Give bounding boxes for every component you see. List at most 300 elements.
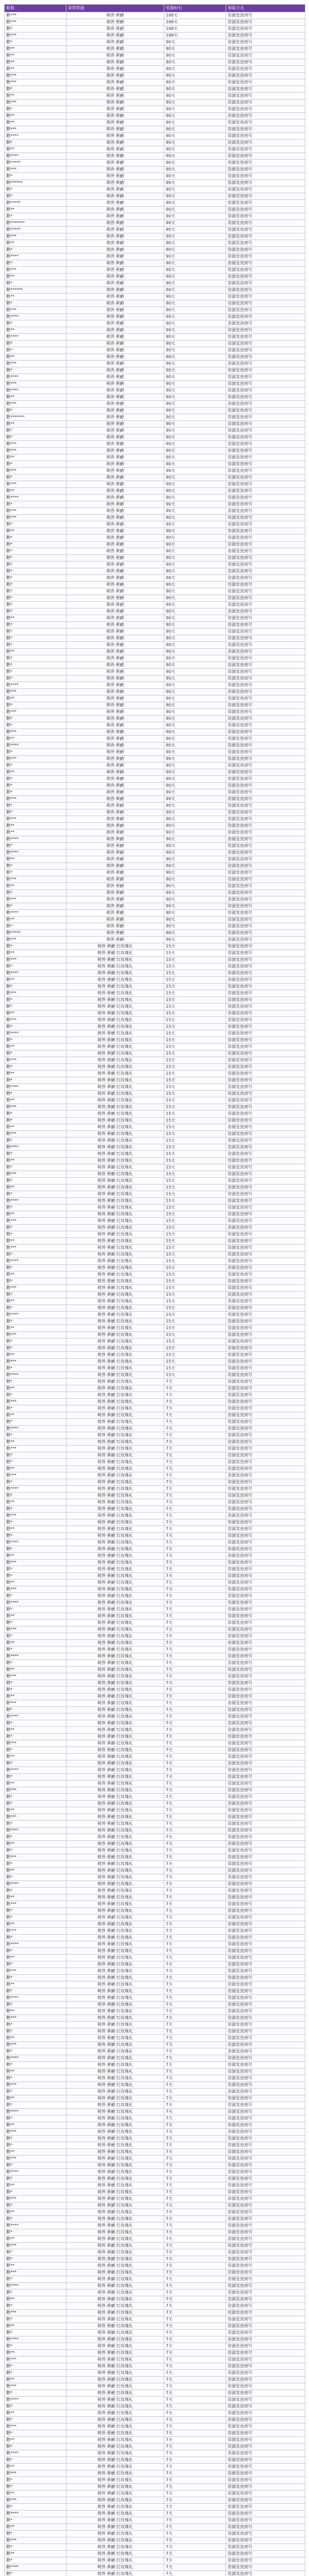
cell-nickname: 鹅**	[5, 1352, 66, 1359]
table-row	[5, 1914, 305, 1921]
cell-reward: 萌兽·黄鹂 红玫瑰礼	[66, 2042, 164, 2048]
cell-reward: 萌兽·黄鹂	[66, 113, 164, 120]
cell-duration: 15天	[164, 1211, 226, 1218]
cell-method: 资源发放到号	[226, 19, 305, 26]
cell-nickname: 鹅****	[5, 970, 66, 977]
cell-nickname: 鹅***	[5, 990, 66, 997]
cell-nickname: 鹅***	[5, 307, 66, 314]
cell-reward: 萌兽·黄鹂	[66, 890, 164, 896]
cell-reward: 萌兽·黄鹂 红玫瑰礼	[66, 2303, 164, 2310]
cell-duration: 7天	[164, 1821, 226, 1827]
cell-duration: 7天	[164, 1506, 226, 1513]
cell-nickname: 鹅*	[5, 2089, 66, 2095]
table-row	[5, 1988, 305, 1995]
cell-duration: 7天	[164, 1928, 226, 1935]
cell-nickname: 鹅**	[5, 1071, 66, 1077]
cell-nickname: 鹅***	[5, 73, 66, 79]
cell-method: 资源发放到号	[226, 287, 305, 294]
cell-reward: 萌兽·黄鹂 红玫瑰礼	[66, 1707, 164, 1714]
table-row	[5, 2417, 305, 2424]
table-row	[5, 709, 305, 716]
cell-reward: 萌兽·黄鹂 红玫瑰礼	[66, 2075, 164, 2082]
cell-nickname: 鹅****	[5, 2283, 66, 2290]
cell-duration: 90天	[164, 166, 226, 173]
cell-duration: 7天	[164, 1459, 226, 1466]
cell-duration: 15天	[164, 1312, 226, 1318]
cell-nickname: 鹅*	[5, 341, 66, 347]
table-row	[5, 1104, 305, 1111]
table-row	[5, 1700, 305, 1707]
table-row	[5, 2557, 305, 2564]
cell-duration: 7天	[164, 1881, 226, 1888]
cell-reward: 萌兽·黄鹂 红玫瑰礼	[66, 1901, 164, 1908]
cell-nickname: 鹅*	[5, 434, 66, 441]
cell-nickname: 鹅*	[5, 213, 66, 220]
cell-nickname: 鹅***	[5, 2156, 66, 2162]
cell-method: 资源发放到号	[226, 977, 305, 984]
cell-reward: 萌兽·黄鹂 红玫瑰礼	[66, 1921, 164, 1928]
cell-method: 资源发放到号	[226, 1961, 305, 1968]
cell-reward: 萌兽·黄鹂 红玫瑰礼	[66, 2517, 164, 2524]
cell-duration: 90天	[164, 816, 226, 823]
cell-reward: 萌兽·黄鹂 红玫瑰礼	[66, 1760, 164, 1767]
table-row	[5, 381, 305, 387]
table-row	[5, 1405, 305, 1412]
table-row	[5, 53, 305, 59]
cell-method: 资源发放到号	[226, 1024, 305, 1030]
cell-duration: 15天	[164, 943, 226, 950]
cell-nickname: 鹅***	[5, 99, 66, 106]
cell-method: 资源发放到号	[226, 327, 305, 334]
table-row	[5, 696, 305, 702]
cell-nickname: 鹅***	[5, 729, 66, 736]
table-row	[5, 1961, 305, 1968]
cell-nickname: 鹅*	[5, 1231, 66, 1238]
cell-nickname: 鹅****	[5, 2336, 66, 2343]
cell-reward: 萌兽·黄鹂 红玫瑰礼	[66, 1338, 164, 1345]
cell-reward: 萌兽·黄鹂 红玫瑰礼	[66, 2551, 164, 2557]
cell-duration: 90天	[164, 106, 226, 113]
cell-nickname: 鹅***	[5, 12, 66, 19]
cell-duration: 7天	[164, 2303, 226, 2310]
table-row	[5, 2129, 305, 2136]
cell-nickname: 鹅*	[5, 2517, 66, 2524]
table-row	[5, 923, 305, 930]
cell-reward: 萌兽·黄鹂 红玫瑰礼	[66, 1037, 164, 1044]
cell-nickname: 鹅***	[5, 32, 66, 39]
cell-duration: 7天	[164, 1499, 226, 1506]
table-row	[5, 1124, 305, 1131]
cell-duration: 7天	[164, 1827, 226, 1834]
cell-nickname: 鹅****	[5, 1539, 66, 1546]
cell-nickname: 鹅*	[5, 39, 66, 46]
cell-method: 资源发放到号	[226, 1205, 305, 1211]
table-row	[5, 2444, 305, 2450]
table-row	[5, 1600, 305, 1606]
cell-nickname: 鹅**	[5, 66, 66, 73]
cell-reward: 萌兽·黄鹂 红玫瑰礼	[66, 1278, 164, 1285]
cell-nickname: 鹅*	[5, 1151, 66, 1158]
cell-reward: 萌兽·黄鹂 红玫瑰礼	[66, 1097, 164, 1104]
cell-method: 资源发放到号	[226, 829, 305, 836]
cell-nickname: 鹅*****	[5, 227, 66, 233]
cell-nickname: 鹅*	[5, 2557, 66, 2564]
cell-reward: 萌兽·黄鹂 红玫瑰礼	[66, 2410, 164, 2417]
cell-nickname: 鹅**	[5, 2551, 66, 2557]
cell-method: 资源发放到号	[226, 1941, 305, 1948]
cell-duration: 15天	[164, 1298, 226, 1305]
table-row	[5, 850, 305, 856]
cell-nickname: 鹅*	[5, 2290, 66, 2296]
cell-nickname: 鹅**	[5, 1981, 66, 1988]
cell-reward: 萌兽·黄鹂 红玫瑰礼	[66, 2450, 164, 2457]
cell-reward: 萌兽·黄鹂 红玫瑰礼	[66, 1787, 164, 1794]
cell-nickname: 鹅*	[5, 106, 66, 113]
cell-reward: 萌兽·黄鹂	[66, 856, 164, 863]
table-row	[5, 1493, 305, 1499]
cell-nickname: 鹅***	[5, 2196, 66, 2202]
cell-method: 资源发放到号	[226, 1071, 305, 1077]
cell-reward: 萌兽·黄鹂	[66, 582, 164, 588]
cell-method: 资源发放到号	[226, 521, 305, 528]
table-row	[5, 1432, 305, 1439]
cell-method: 资源发放到号	[226, 2142, 305, 2149]
cell-reward: 萌兽·黄鹂 红玫瑰礼	[66, 2149, 164, 2156]
table-row	[5, 2136, 305, 2142]
cell-duration: 7天	[164, 1613, 226, 1620]
cell-reward: 萌兽·黄鹂 红玫瑰礼	[66, 2129, 164, 2136]
cell-method: 资源发放到号	[226, 2490, 305, 2497]
cell-nickname: 鹅**	[5, 1727, 66, 1734]
table-row	[5, 2156, 305, 2162]
cell-duration: 90天	[164, 642, 226, 649]
cell-nickname: 鹅***	[5, 515, 66, 521]
cell-method: 资源发放到号	[226, 716, 305, 722]
cell-reward: 萌兽·黄鹂 红玫瑰礼	[66, 1673, 164, 1680]
cell-method: 资源发放到号	[226, 2269, 305, 2276]
cell-nickname: 鹅**	[5, 421, 66, 428]
cell-duration: 15天	[164, 1265, 226, 1272]
cell-duration: 90天	[164, 535, 226, 541]
cell-nickname: 鹅*	[5, 1546, 66, 1553]
table-row	[5, 1486, 305, 1493]
cell-nickname: 鹅**	[5, 53, 66, 59]
cell-duration: 15天	[164, 1104, 226, 1111]
cell-nickname: 鹅*	[5, 863, 66, 870]
cell-duration: 7天	[164, 1734, 226, 1740]
cell-method: 资源发放到号	[226, 1620, 305, 1626]
cell-duration: 7天	[164, 2276, 226, 2283]
cell-method: 资源发放到号	[226, 2417, 305, 2424]
cell-method: 资源发放到号	[226, 796, 305, 803]
cell-duration: 7天	[164, 1660, 226, 1667]
cell-nickname: 鹅***	[5, 1626, 66, 1633]
cell-reward: 萌兽·黄鹂 红玫瑰礼	[66, 1640, 164, 1647]
table-row	[5, 367, 305, 374]
cell-nickname: 鹅**	[5, 2008, 66, 2015]
cell-nickname: 鹅****	[5, 910, 66, 917]
cell-reward: 萌兽·黄鹂 红玫瑰礼	[66, 2457, 164, 2464]
cell-nickname: 鹅*	[5, 2403, 66, 2410]
cell-reward: 萌兽·黄鹂	[66, 441, 164, 448]
cell-duration: 7天	[164, 2571, 226, 2576]
cell-reward: 萌兽·黄鹂	[66, 361, 164, 367]
cell-nickname: 鹅*	[5, 2229, 66, 2236]
cell-reward: 萌兽·黄鹂	[66, 387, 164, 394]
cell-duration: 7天	[164, 2323, 226, 2330]
cell-nickname: 鹅***	[5, 481, 66, 488]
table-row	[5, 1774, 305, 1781]
cell-duration: 90天	[164, 488, 226, 495]
cell-duration: 7天	[164, 2269, 226, 2276]
cell-nickname: 鹅*	[5, 1747, 66, 1754]
cell-nickname: 鹅*	[5, 2176, 66, 2182]
cell-reward: 萌兽·黄鹂	[66, 133, 164, 140]
cell-duration: 15天	[164, 1205, 226, 1211]
cell-method: 资源发放到号	[226, 2169, 305, 2176]
cell-duration: 90天	[164, 140, 226, 146]
cell-duration: 7天	[164, 2156, 226, 2162]
cell-duration: 90天	[164, 541, 226, 548]
cell-method: 资源发放到号	[226, 113, 305, 120]
cell-nickname: 鹅*	[5, 2316, 66, 2323]
cell-method: 资源发放到号	[226, 2511, 305, 2517]
cell-method: 资源发放到号	[226, 2022, 305, 2028]
cell-duration: 15天	[164, 1318, 226, 1325]
cell-duration: 7天	[164, 2457, 226, 2464]
cell-reward: 萌兽·黄鹂	[66, 240, 164, 247]
cell-reward: 萌兽·黄鹂	[66, 247, 164, 253]
cell-method: 资源发放到号	[226, 950, 305, 957]
cell-method: 资源发放到号	[226, 387, 305, 394]
cell-nickname: 鹅****	[5, 374, 66, 381]
cell-reward: 萌兽·黄鹂 红玫瑰礼	[66, 2383, 164, 2390]
cell-reward: 萌兽·黄鹂 红玫瑰礼	[66, 1218, 164, 1225]
table-row	[5, 2377, 305, 2383]
cell-method: 资源发放到号	[226, 2470, 305, 2477]
table-row	[5, 1164, 305, 1171]
cell-duration: 90天	[164, 233, 226, 240]
cell-nickname: 鹅*	[5, 622, 66, 629]
cell-reward: 萌兽·黄鹂 红玫瑰礼	[66, 1412, 164, 1419]
table-row	[5, 722, 305, 729]
cell-nickname: 鹅***	[5, 2537, 66, 2544]
cell-duration: 7天	[164, 2028, 226, 2035]
cell-reward: 萌兽·黄鹂 红玫瑰礼	[66, 1613, 164, 1620]
table-row	[5, 2142, 305, 2149]
cell-reward: 萌兽·黄鹂	[66, 615, 164, 622]
cell-method: 资源发放到号	[226, 1760, 305, 1767]
cell-reward: 萌兽·黄鹂	[66, 836, 164, 843]
table-row	[5, 267, 305, 274]
table-row	[5, 113, 305, 120]
cell-method: 资源发放到号	[226, 1935, 305, 1941]
table-row	[5, 1265, 305, 1272]
table-row	[5, 2504, 305, 2511]
cell-reward: 萌兽·黄鹂	[66, 481, 164, 488]
cell-duration: 90天	[164, 629, 226, 635]
table-row	[5, 1245, 305, 1251]
cell-reward: 萌兽·黄鹂 红玫瑰礼	[66, 2156, 164, 2162]
cell-reward: 萌兽·黄鹂	[66, 736, 164, 742]
table-row	[5, 300, 305, 307]
table-header	[5, 5, 305, 12]
cell-reward: 萌兽·黄鹂 红玫瑰礼	[66, 1620, 164, 1626]
cell-reward: 萌兽·黄鹂 红玫瑰礼	[66, 1104, 164, 1111]
cell-nickname: 鹅*	[5, 843, 66, 850]
cell-reward: 萌兽·黄鹂	[66, 575, 164, 582]
cell-reward: 萌兽·黄鹂 红玫瑰礼	[66, 1131, 164, 1138]
cell-method: 资源发放到号	[226, 742, 305, 749]
table-row	[5, 213, 305, 220]
cell-duration: 15天	[164, 990, 226, 997]
table-row	[5, 2477, 305, 2484]
cell-duration: 7天	[164, 2229, 226, 2236]
cell-duration: 90天	[164, 126, 226, 133]
cell-reward: 萌兽·黄鹂 红玫瑰礼	[66, 2115, 164, 2122]
cell-reward: 萌兽·黄鹂 红玫瑰礼	[66, 1794, 164, 1801]
cell-duration: 168天	[164, 19, 226, 26]
cell-duration: 7天	[164, 1580, 226, 1586]
cell-nickname: 鹅*******	[5, 220, 66, 227]
cell-nickname: 鹅***	[5, 2357, 66, 2363]
cell-duration: 15天	[164, 1097, 226, 1104]
header-nickname: 昵称	[5, 5, 66, 12]
cell-nickname: 鹅*	[5, 963, 66, 970]
cell-method: 资源发放到号	[226, 1258, 305, 1265]
cell-reward: 萌兽·黄鹂 红玫瑰礼	[66, 2330, 164, 2336]
cell-reward: 萌兽·黄鹂 红玫瑰礼	[66, 2015, 164, 2022]
cell-nickname: 鹅****	[5, 2169, 66, 2176]
cell-reward: 萌兽·黄鹂 红玫瑰礼	[66, 1553, 164, 1560]
cell-nickname: 鹅**	[5, 1385, 66, 1392]
cell-duration: 90天	[164, 803, 226, 809]
cell-nickname: 鹅*	[5, 2216, 66, 2223]
table-row	[5, 635, 305, 642]
cell-duration: 90天	[164, 856, 226, 863]
table-row	[5, 1841, 305, 1848]
table-row	[5, 307, 305, 314]
cell-nickname: 鹅****	[5, 1881, 66, 1888]
cell-method: 资源发放到号	[226, 314, 305, 320]
cell-duration: 90天	[164, 555, 226, 562]
table-row	[5, 1251, 305, 1258]
cell-method: 资源发放到号	[226, 46, 305, 53]
cell-nickname: 鹅**	[5, 2437, 66, 2444]
cell-duration: 7天	[164, 1988, 226, 1995]
cell-reward: 萌兽·黄鹂 红玫瑰礼	[66, 1158, 164, 1164]
cell-duration: 7天	[164, 2216, 226, 2223]
cell-method: 资源发放到号	[226, 454, 305, 461]
cell-duration: 90天	[164, 120, 226, 126]
cell-reward: 萌兽·黄鹂 红玫瑰礼	[66, 2477, 164, 2484]
cell-duration: 7天	[164, 1995, 226, 2002]
cell-method: 资源发放到号	[226, 1881, 305, 1888]
cell-reward: 萌兽·黄鹂	[66, 602, 164, 608]
cell-nickname: 鹅*	[5, 608, 66, 615]
cell-duration: 7天	[164, 1399, 226, 1405]
cell-method: 资源发放到号	[226, 1680, 305, 1687]
cell-method: 资源发放到号	[226, 1901, 305, 1908]
cell-nickname: 鹅**	[5, 1667, 66, 1673]
cell-method: 资源发放到号	[226, 1198, 305, 1205]
table-row	[5, 1479, 305, 1486]
cell-duration: 90天	[164, 274, 226, 280]
table-row	[5, 1620, 305, 1626]
cell-nickname: 鹅*	[5, 1874, 66, 1881]
cell-nickname: 鹅*****	[5, 200, 66, 207]
table-row	[5, 642, 305, 649]
table-row	[5, 253, 305, 260]
cell-reward: 萌兽·黄鹂	[66, 46, 164, 53]
cell-nickname: 鹅***	[5, 2424, 66, 2430]
table-row	[5, 374, 305, 381]
cell-reward: 萌兽·黄鹂 红玫瑰礼	[66, 1814, 164, 1821]
cell-reward: 萌兽·黄鹂 红玫瑰礼	[66, 1774, 164, 1781]
cell-duration: 90天	[164, 267, 226, 274]
cell-method: 资源发放到号	[226, 655, 305, 662]
cell-method: 资源发放到号	[226, 2196, 305, 2202]
cell-reward: 萌兽·黄鹂 红玫瑰礼	[66, 2537, 164, 2544]
table-row	[5, 829, 305, 836]
cell-method: 资源发放到号	[226, 1439, 305, 1446]
cell-reward: 萌兽·黄鹂	[66, 870, 164, 876]
cell-duration: 7天	[164, 2256, 226, 2263]
cell-duration: 7天	[164, 2075, 226, 2082]
cell-duration: 90天	[164, 461, 226, 468]
cell-duration: 15天	[164, 1285, 226, 1292]
table-row	[5, 180, 305, 187]
cell-method: 资源发放到号	[226, 1037, 305, 1044]
cell-reward: 萌兽·黄鹂 红玫瑰礼	[66, 1948, 164, 1955]
cell-nickname: 鹅***	[5, 2269, 66, 2276]
cell-duration: 90天	[164, 414, 226, 421]
cell-method: 资源发放到号	[226, 99, 305, 106]
table-row	[5, 1653, 305, 1660]
cell-method: 资源发放到号	[226, 1626, 305, 1633]
cell-method: 资源发放到号	[226, 2082, 305, 2089]
cell-duration: 90天	[164, 850, 226, 856]
cell-reward: 萌兽·黄鹂 红玫瑰礼	[66, 2430, 164, 2437]
cell-duration: 15天	[164, 997, 226, 1004]
cell-duration: 90天	[164, 722, 226, 729]
cell-duration: 15天	[164, 1258, 226, 1265]
cell-reward: 萌兽·黄鹂 红玫瑰礼	[66, 1734, 164, 1740]
cell-method: 资源发放到号	[226, 2062, 305, 2069]
cell-nickname: 鹅***	[5, 896, 66, 903]
cell-reward: 萌兽·黄鹂 红玫瑰礼	[66, 2437, 164, 2444]
cell-nickname: 鹅****	[5, 850, 66, 856]
cell-method: 资源发放到号	[226, 1338, 305, 1345]
table-row	[5, 233, 305, 240]
cell-reward: 萌兽·黄鹂	[66, 93, 164, 99]
cell-duration: 90天	[164, 896, 226, 903]
cell-nickname: 鹅***	[5, 2383, 66, 2390]
cell-method: 资源发放到号	[226, 2002, 305, 2008]
cell-method: 资源发放到号	[226, 361, 305, 367]
cell-method: 资源发放到号	[226, 863, 305, 870]
cell-duration: 7天	[164, 2115, 226, 2122]
table-row	[5, 675, 305, 682]
cell-method: 资源发放到号	[226, 93, 305, 99]
table-row	[5, 26, 305, 32]
cell-method: 资源发放到号	[226, 434, 305, 441]
cell-reward: 萌兽·黄鹂	[66, 876, 164, 883]
cell-reward: 萌兽·黄鹂 红玫瑰礼	[66, 1352, 164, 1359]
table-row	[5, 1901, 305, 1908]
table-row	[5, 1948, 305, 1955]
cell-method: 资源发放到号	[226, 1171, 305, 1178]
